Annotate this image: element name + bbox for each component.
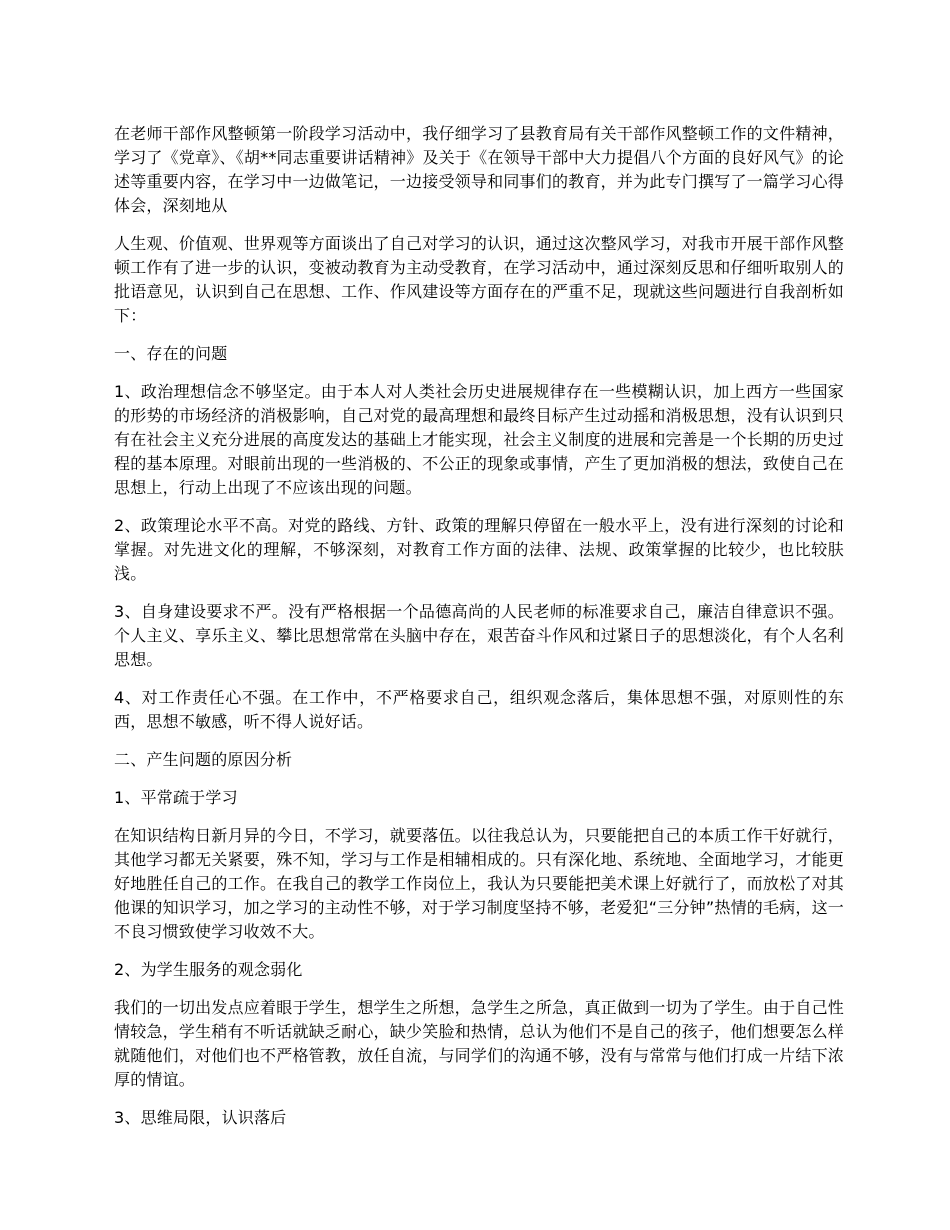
document-page [114,122,844,1144]
body-paragraph: 2、政策理论水平不高。对党的路线、方针、政策的理解只停留在一般水平上，没有进行深刻的讨论和掌握。对先进文化的理解，不够深刻，对教育工作方面的法律、法规、政策掌握的比较少，也比较肤浅。 [114,516,844,583]
section-heading: 二、产生问题的原因分析 [114,750,293,769]
body-paragraph: 在老师干部作风整顿第一阶段学习活动中，我仔细学习了县教育局有关干部作风整顿工作的文件精神，学习了《党章》、《胡**同志重要讲话精神》及关于《在领导干部中大力提倡八个方面的良好风气》的论述等重要内容，在学习中一边做笔记，一边接受领导和同事们的教育，并为此专门撰写了一篇学习心得体会，深刻地从 [114,124,844,215]
body-paragraph: 我们的一切出发点应着眼于学生，想学生之所想，急学生之所急，真正做到一切为了学生。由于自己性情较急，学生稍有不听话就缺乏耐心，缺少笑脸和热情，总认为他们不是自己的孩子，他们想要怎么样就随他们，对他们也不严格管教，放任自流，与同学们的沟通不够，没有与常常与他们打成一片结下浓厚的情谊。 [114,998,844,1089]
body-paragraph: 4、对工作责任心不强。在工作中，不严格要求自己，组织观念落后，集体思想不强，对原则性的东西，思想不敏感，听不得人说好话。 [114,688,844,731]
subsection-heading: 1、平常疏于学习 [114,788,238,807]
subsection-heading: 2、为学生服务的观念弱化 [114,960,303,979]
body-paragraph: 人生观、价值观、世界观等方面谈出了自己对学习的认识，通过这次整风学习，对我市开展干部作风整顿工作有了进一步的认识，变被动教育为主动受教育，在学习活动中，通过深刻反思和仔细听取别人的批语意见，认识到自己在思想、工作、作风建设等方面存在的严重不足，现就这些问题进行自我剖析如下： [114,234,844,325]
body-paragraph: 3、自身建设要求不严。没有严格根据一个品德高尚的人民老师的标准要求自己，廉洁自律意识不强。个人主义、享乐主义、攀比思想常常在头脑中存在，艰苦奋斗作风和过紧日子的思想淡化，有个人名利思想。 [114,602,844,669]
body-paragraph: 1、政治理想信念不够坚定。由于本人对人类社会历史进展规律存在一些模糊认识，加上西方一些国家的形势的市场经济的消极影响，自己对党的最高理想和最终目标产生过动摇和消极思想，没有认识到只有在社会主义充分进展的高度发达的基础上才能实现，社会主义制度的进展和完善是一个长期的历史过程的基本原理。对眼前出现的一些消极的、不公正的现象或事情，产生了更加消极的想法，致使自己在思想上，行动上出现了不应该出现的问题。 [114,382,844,497]
body-paragraph: 在知识结构日新月异的今日，不学习，就要落伍。以往我总认为，只要能把自己的本质工作干好就行，其他学习都无关紧要，殊不知，学习与工作是相辅相成的。只有深化地、系统地、全面地学习，才能更好地胜任自己的工作。在我自己的教学工作岗位上，我认为只要能把美术课上好就行了，而放松了对其他课的知识学习，加之学习的主动性不够，对于学习制度坚持不够，老爱犯“三分钟”热情的毛病，这一不良习惯致使学习收效不大。 [114,826,844,941]
subsection-heading: 3、思维局限，认识落后 [114,1108,287,1127]
section-heading: 一、存在的问题 [114,344,228,363]
